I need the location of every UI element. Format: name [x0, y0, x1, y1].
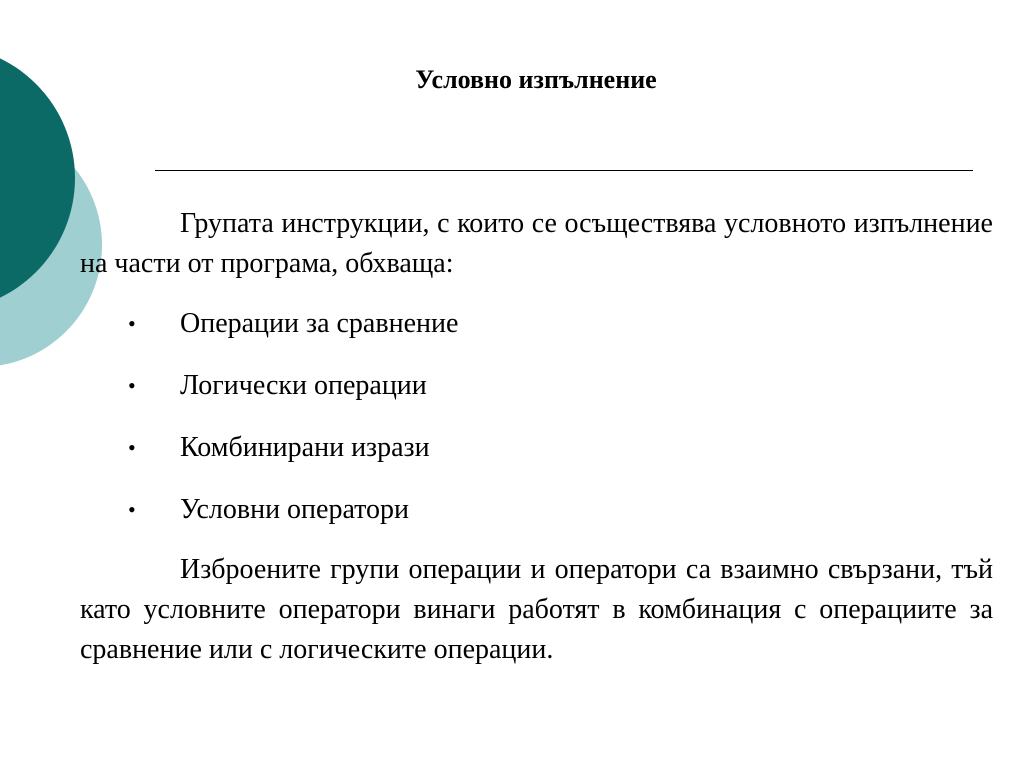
bullet-icon: •: [128, 311, 136, 336]
list-item-text: Условни оператори: [180, 494, 410, 525]
list-item: [0, 488, 1000, 550]
list-item-text: Операции за сравнение: [180, 308, 459, 339]
list-item: [0, 364, 1000, 426]
list-item: [0, 302, 1000, 364]
list-item-text: Логически операции: [180, 370, 427, 401]
slide-title: Условно изпълнение: [415, 65, 657, 94]
conclusion-paragraph: Изброените групи операции и оператори са взаимно свързани, тъй като условните оператори винаги работят в комбинация с операциите за сравнение или с логическите операции.: [80, 554, 993, 665]
title-divider: [155, 170, 973, 171]
bullet-icon: •: [128, 373, 136, 398]
intro-paragraph: Групата инструкции, с които се осъществява условното изпълнение на части от програма, обхваща:: [80, 208, 993, 279]
list-item: [0, 426, 1000, 488]
bullet-icon: •: [128, 435, 136, 460]
bullet-list: [0, 302, 1000, 550]
bullet-icon: •: [128, 497, 136, 522]
list-item-text: Комбинирани изрази: [180, 432, 430, 463]
